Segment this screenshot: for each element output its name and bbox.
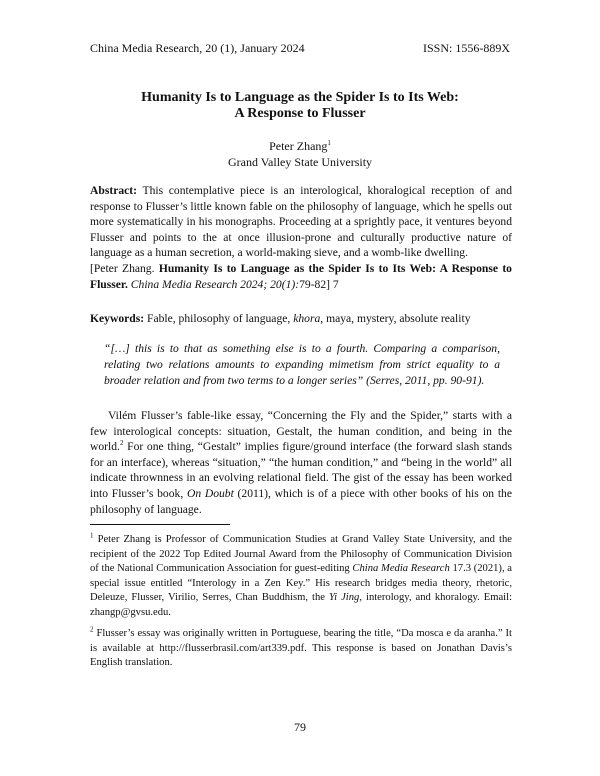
keywords-italic: khora — [293, 312, 321, 325]
journal-info: China Media Research, 20 (1), January 2024 — [90, 41, 305, 55]
footnote-2 — [90, 627, 512, 671]
footnote-1 — [90, 533, 512, 620]
footnote-1-text-c: , interology, and khoralogy. Email: zhangp@gvsu.edu. — [90, 592, 513, 618]
abstract-label: Abstract: — [90, 184, 138, 197]
issn: ISSN: 1556-889X — [422, 41, 510, 55]
body-paragraph — [90, 408, 512, 517]
title-line-1: Humanity Is to Language as the Spider Is to Its Web: — [141, 90, 459, 105]
book-title: On Doubt — [186, 486, 234, 500]
body-text-2: For one thing, “Gestalt” implies figure/ground interface (the forward slash stands for an interface), whereas “situation,” “the human condition,” and “being in the world” all indicate thrownness in an evolving relational field. The gist of the essay has been worked into Flusser’s book, — [90, 440, 512, 500]
author-affiliation: Grand Valley State University — [227, 155, 373, 169]
abstract — [90, 183, 512, 292]
citation-pages: 79-82] 7 — [299, 277, 339, 291]
paper-title — [80, 90, 520, 122]
citation-journal: China Media Research 2024; 20(1): — [127, 277, 300, 291]
body-text-3: (2011), which is of a piece with other books of his on the philosophy of language. — [90, 486, 512, 516]
footnote-1-text-b: 17.3 (2021), a special issue entitled “Interology in a Zen Key.” His research bridges media theory, rhetoric, Deleuze, Flusser, Virilio, Serres, Chan Buddhism, the — [90, 563, 512, 603]
footnote-2-text: Flusser’s essay was originally written in Portuguese, bearing the title, “Da mosca e da aranha.” It is available at http://flusserbrasil.com/art339.pdf. This response is based on Jonathan Davis’s English translation. — [90, 628, 512, 668]
page-number: 79 — [294, 720, 306, 734]
footnote-1-text-a: Peter Zhang is Professor of Communication Studies at Grand Valley State University, and the recipient of the 2022 Top Edited Journal Award from the Philosophy of Communication Division of the National Communication Association for guest-editing — [90, 534, 512, 574]
citation-open: [Peter Zhang. — [90, 261, 159, 275]
epigraph: “[…] this is to that as something else is to a fourth. Comparing a comparison, relating two relations amounts to expanding mimetism from strict equality to a broader relation and from two terms to a longer series” (Serres, 2011, pp. 90-91). — [104, 342, 500, 387]
keywords-text-2: , maya, mystery, absolute reality — [320, 312, 471, 325]
running-header — [90, 41, 510, 55]
abstract-text: This contemplative piece is an interological, khoralogical reception of and response to Flusser’s little known fable on the philosophy of language, which he spells out more systematically in his monographs. Proceeding at a sprightly pace, it ventures beyond Flusser and points to the at once illusion-prone and culturally productive nature of language as a human secretion, a world-making sieve, and a womb-like dwelling. — [90, 184, 512, 260]
body-footnote-mark: 2 — [119, 439, 124, 448]
keywords — [90, 311, 512, 327]
keywords-text-1: Fable, philosophy of language, — [144, 312, 294, 325]
footnote-2-mark: 2 — [90, 625, 94, 634]
body-text-1: Vilém Flusser’s fable-like essay, “Concerning the Fly and the Spider,” starts with a few interological concepts: situation, Gestalt, the human condition, and being in the world. — [90, 409, 512, 454]
author-name-line — [80, 138, 520, 154]
title-line-2: A Response to Flusser — [234, 106, 366, 121]
footnote-rule — [90, 524, 230, 525]
citation-title: Humanity Is to Language as the Spider Is to Its Web: A Response to Flusser. — [90, 261, 512, 291]
author-footnote-mark: 1 — [327, 139, 331, 147]
footnote-1-mark: 1 — [90, 531, 94, 540]
keywords-label: Keywords: — [90, 312, 145, 325]
footnote-1-yijing: Yi Jing — [329, 592, 360, 603]
author-name: Peter Zhang — [269, 139, 328, 153]
footnote-1-journal: China Media Research — [352, 563, 450, 574]
author-block — [80, 138, 520, 170]
